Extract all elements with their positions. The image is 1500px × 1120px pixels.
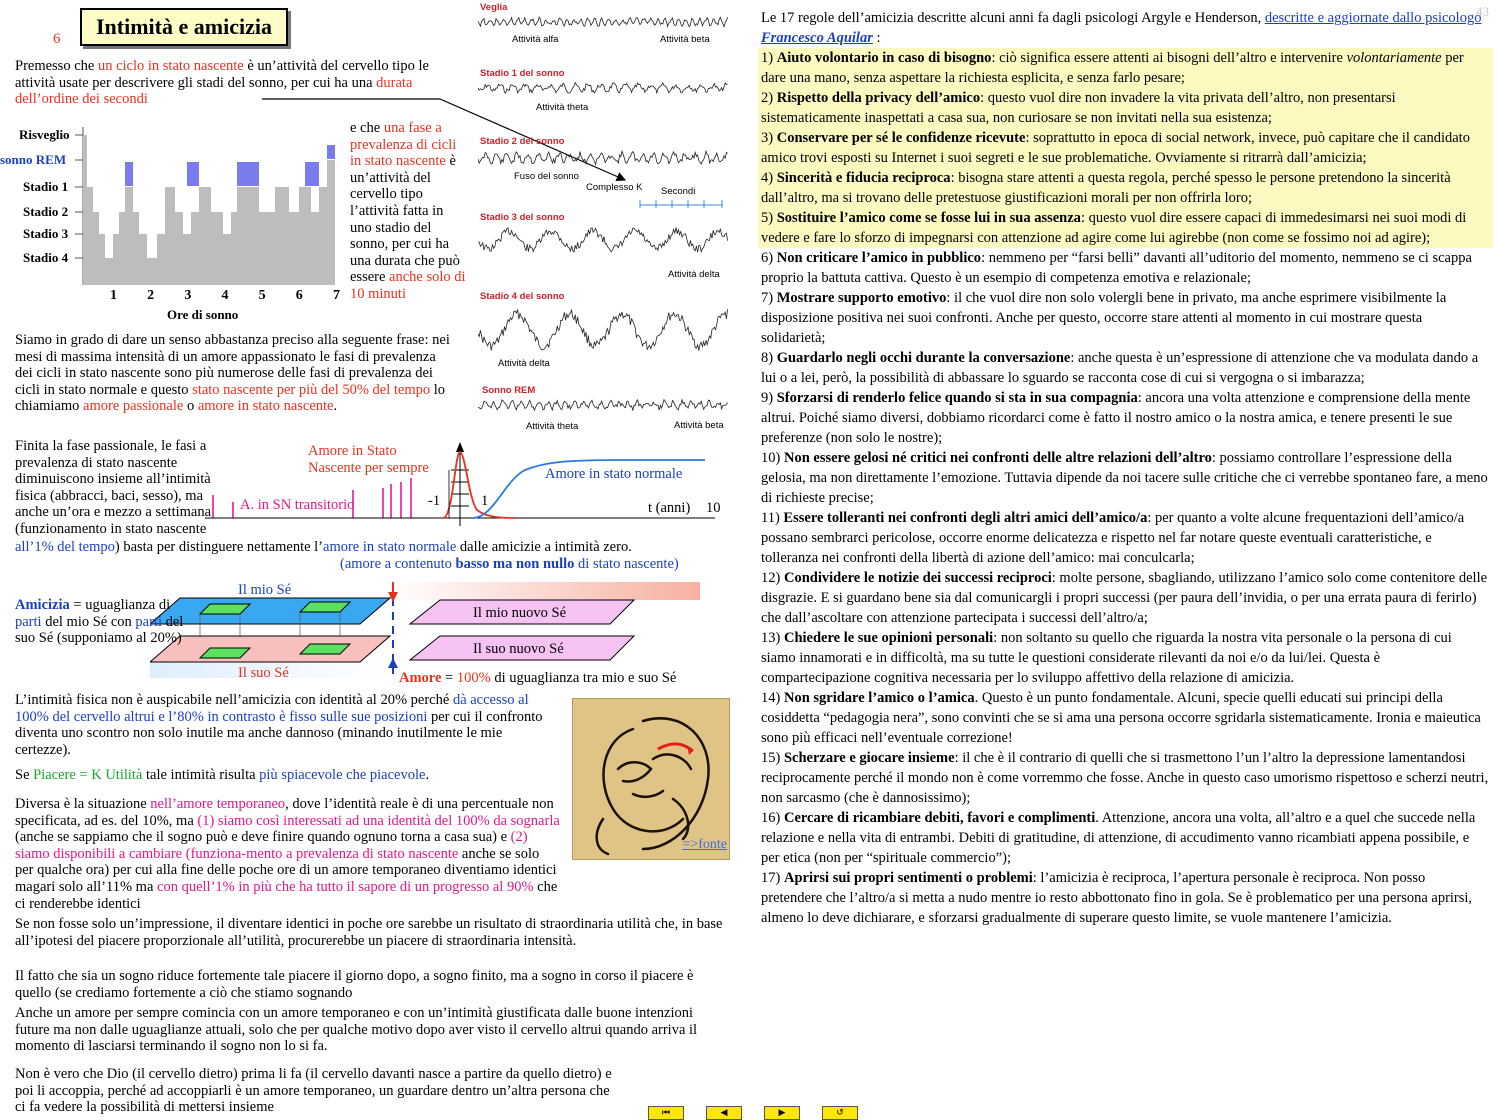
couple-drawing bbox=[573, 699, 729, 859]
my-self-label: Il mio Sé bbox=[238, 582, 292, 598]
eeg-label: Attività beta bbox=[674, 420, 724, 431]
passion-paragraph: Siamo in grado di dare un senso abbastanza preciso alla seguente frase: nei mesi di massima intensità di un amore appassionato le fasi di prevalenza dei cicli in stato nascente sono più numerose delle fasi di prevalenza dei cicli in stato normale e questo stato nascente per più del 50% del tempo lo chiamiamo amore passionale o amore in stato nascente. bbox=[15, 332, 450, 415]
stage-label: Stadio 3 bbox=[23, 226, 69, 241]
eeg-label: Fuso del sonno bbox=[514, 171, 579, 182]
graph-axis-label: t (anni) bbox=[648, 500, 691, 516]
graph-tick: 10 bbox=[706, 500, 721, 516]
hypnogram bbox=[0, 125, 345, 325]
his-new-self: Il suo nuovo Sé bbox=[473, 641, 564, 657]
hypnogram-xlabel: Ore di sonno bbox=[167, 307, 239, 322]
rule-item: 10) Non essere gelosi né critici nei confronti delle altre relazioni dell’altro: possiamo controllare l’espressione della gelosia, ma non direttamente l’emozione. Tuttavia dipende da noi tacere sulle critiche che ci verrebbe spontaneo fare, a meno di richieste precise; bbox=[761, 450, 1488, 506]
rule-item: 2) Rispetto della privacy dell’amico: questo vuol dire non invadere la vita privata dell’altro, non presentarsi sistematicamente inaspettati a casa sua, non curiosare se non invitati nella sua esistenza; bbox=[758, 88, 1493, 128]
temporary-love-paragraph: Diversa è la situazione nell’amore temporaneo, dove l’identità reale è di una percentuale non specificata, ad es. del 10%, ma (1) siamo così interessati ad una identità del 100% da sognarla (anche se sappiamo che il sogno può e deve finire quando ognuno torna a casa sua) e (2) siamo disponibili a cambiare (funziona-mento a prevalenza di stato nascente anche se solo per qualche ora) per cui alla fine delle poche ore di un amore temporaneo diventiamo identici magari solo all’11% ma con quell’1% in più che ha tutto il sapore di un progresso al 90% che ci renderebbe identici bbox=[15, 796, 560, 912]
rule-item: 11) Essere tolleranti nei confronti degli altri amici dell’amico/a: per quanto a volte alcune frequentazioni dell’amico/a possano sembrarci pericolose, occorre enorme delicatezza e rispetto nel far notare queste eventuali caratteristiche, e tolleranza nei confronti della libertà di azione dell’amico: mai conculcarla; bbox=[761, 510, 1465, 566]
eeg-stage2: Stadio 2 del sonno bbox=[480, 136, 565, 147]
eeg-label: Attività alfa bbox=[512, 34, 559, 45]
love-definition: Amore = 100% di uguaglianza tra mio e suo Sé bbox=[399, 670, 677, 686]
source-article-link[interactable]: descritte e aggiornate dallo psicologo bbox=[1264, 10, 1482, 26]
eeg-panel bbox=[478, 0, 740, 440]
rules-list bbox=[758, 48, 1493, 928]
god-paragraph: Non è vero che Dio (il cervello dietro) prima li fa (il cervello davanti nasce a partire da quello dietro) e poi li accoppia, perché ad accoppiarli è un amore temporaneo, un guardare dentro un’altra persona che ci fa vedere la possibilità di mettersi insieme bbox=[15, 1066, 612, 1116]
eeg-label: Complesso K bbox=[586, 182, 643, 193]
eeg-label: Attività beta bbox=[660, 34, 710, 45]
hour-ticks: 1 2 3 4 5 6 7 bbox=[110, 288, 340, 303]
author-link[interactable]: Francesco Aquilar bbox=[761, 30, 873, 46]
pleasure-paragraph: Se Piacere = K Utilità tale intimità risulta più spiacevole che piacevole. bbox=[15, 767, 430, 783]
stage-label: sonno REM bbox=[0, 152, 67, 167]
intimacy-paragraph: L’intimità fisica non è auspicabile nell’amicizia con identità al 20% perché dà accesso al 100% del cervello altrui e l’80% in contrasto è fisso sulle sue posizioni per cui il confronto diventa uno scontro non solo inutile ma anche dannoso (minando inutilmente le mie certezze). bbox=[15, 692, 543, 758]
graph-note: (amore a contenuto basso ma non nullo di stato nascente) bbox=[340, 556, 679, 572]
graph-label-forever: Amore in Stato Nascente per sempre bbox=[308, 443, 429, 476]
intro-paragraph: Premesso che un ciclo in stato nascente è un’attività del cervello tipo le attività usate per descrivere gli stadi del sonno, per cui ha una durata dell’ordine dei secondi bbox=[15, 58, 429, 108]
normal-love-paragraph: Finita la fase passionale, le fasi a prevalenza di stato nascente diminuiscono insieme all’intimità fisica (abbracci, baci, sesso), ma anche un’ora e mezzo a settimana (funzionamento in stato nascente bbox=[15, 438, 212, 537]
rule-item: 12) Condividere le notizie dei successi reciproci: molte persone, sbagliando, utilizzano l’amico solo come contenitore delle disgrazie. E si guardano bene sia dal comunicargli i propri successi (per paura dell’invidia, o per una errata paura di ferirlo) che dall’ascoltare con attenzione partecipata i successi dell’altro/a; bbox=[761, 570, 1488, 626]
return-icon[interactable]: ↺ bbox=[822, 1106, 858, 1120]
eeg-label: Attività delta bbox=[498, 358, 550, 369]
rule-item: 16) Cercare di ricambiare debiti, favori e complimenti. Attenzione, ancora una volta, all’altro e a quel che succede nella relazione e nella vita di entrambi. Debiti di gratitudine, di attenzione, di accudimento vanno ricambiati appena possibile, e per etica (non per “spirituale commercio”); bbox=[761, 810, 1476, 866]
forever-paragraph: Anche un amore per sempre comincia con un amore temporaneo e con un’intimità giustificata dalle buone intenzioni future ma non dalle uguaglianze attuali, solo che per qualche motivo dopo aver visto il cervello altrui quando arriva il momento di lasciarsi terminando il sogno non lo si fa. bbox=[15, 1005, 698, 1055]
identity-paragraph: Se non fosse solo un’impressione, il diventare identici in poche ore sarebbe un risultato di straordinaria utilità che, in base all’ipotesi del piacere proporzionale all’utilità, procurerebbe un piacere di straordinaria intensità. bbox=[15, 916, 723, 949]
rule-item: 7) Mostrare supporto emotivo: il che vuol dire non solo volergli bene in privato, ma anche esprimere visibilmente la disposizione positiva nei suoi confronti. Anche per questo, occorre stare attenti al momento in cui mostrare questa solidarietà; bbox=[761, 290, 1447, 346]
rules-intro: Le 17 regole dell’amicizia descritte alcuni anni fa dagli psicologi Argyle e Henderson, descritte e aggiornate dallo psicologo Francesco Aquilar : bbox=[761, 10, 1482, 46]
normal-love-paragraph-cont: all’1% del tempo) basta per distinguere nettamente l’amore in stato normale dalle amicizie a intimità zero. bbox=[15, 539, 632, 555]
stage-label: Stadio 2 bbox=[23, 204, 69, 219]
couple-illustration bbox=[572, 698, 730, 860]
source-link[interactable]: =>fonte bbox=[682, 837, 727, 852]
eeg-label: Attività theta bbox=[526, 421, 579, 432]
eeg-label: Attività theta bbox=[536, 102, 589, 113]
eeg-stage1: Stadio 1 del sonno bbox=[480, 68, 565, 79]
graph-label-transient: A. in SN transitorio bbox=[240, 497, 355, 513]
my-new-self: Il mio nuovo Sé bbox=[473, 605, 567, 621]
page-title: Intimità e amicizia bbox=[80, 8, 288, 46]
graph-label-normal: Amore in stato normale bbox=[545, 466, 683, 482]
rule-item: 17) Aprirsi sui propri sentimenti o problemi: l’amicizia è reciproca, l’apertura personale è reciproca. Non posso pretendere che l’altro/a si metta a nudo mentre io resto abbottonato fino in gola. Se è problematico per una persona aprirsi, almeno lo deve dichiarare, e sforzarsi gradualmente di superare questo limite, se vuole mantenere l’amicizia. bbox=[761, 870, 1473, 926]
eeg-label: Secondi bbox=[661, 186, 696, 197]
phase-paragraph: e che una fase a prevalenza di cicli in stato nascente è un’attività del cervello tipo l’attività fatta in uno stadio del sonno, per cui ha una durata che può essere anche solo di 10 minuti bbox=[350, 120, 466, 302]
rule-item: 15) Scherzare e giocare insieme: il che è il contrario di quelli che si trasmettono l’un l’altro la depressione lamentandosi reciprocamente perché il mondo non è come vorremmo che fosse. Anche in questo caso umorismo rispettoso e scherzi neutri, non sarcasmo (che è dannosissimo); bbox=[761, 750, 1489, 806]
rule-item: 6) Non criticare l’amico in pubblico: nemmeno per “farsi belli” davanti all’uditorio del momento, nemmeno se ci scappa proprio la battuta cattiva. Questo è un esempio di competenza emotiva e relazionale; bbox=[761, 250, 1472, 286]
rule-item: 13) Chiedere le sue opinioni personali: non soltanto su quello che riguarda la nostra vita personale o la persona di cui siamo innamorati e in difficoltà, ma su tutte le questioni considerate rilevanti da noi e/o da lui/lei. Questa è compartecipazione cognitiva necessaria per lo sviluppo affettivo della relazione di amicizia. bbox=[761, 630, 1452, 686]
rule-item: 9) Sforzarsi di renderlo felice quando si sta in sua compagnia: ancora una volta attenzione e comprensione della mente altrui. Poiché siamo diversi, dobbiamo ricordarci come è fatto il nostro amico o la nostra amica, e tenere presenti le sue preferenze (non solo le nostre); bbox=[761, 390, 1471, 446]
his-self-label: Il suo Sé bbox=[238, 665, 289, 681]
stage-label: Stadio 1 bbox=[23, 179, 69, 194]
prev-page-icon[interactable]: ◀ bbox=[706, 1106, 742, 1120]
stage-label: Stadio 4 bbox=[23, 250, 69, 265]
rule-item: 14) Non sgridare l’amico o l’amica. Questo è un punto fondamentale. Alcuni, specie quelli educati sui principi della cosiddetta “pedagogia nera”, sono convinti che se si ama una persona occorre sgridarla sistematicamente. Ironia e maieutica sono più efficaci nell’eventuale correzione! bbox=[761, 690, 1481, 746]
eeg-stage4: Stadio 4 del sonno bbox=[480, 291, 565, 302]
dream-paragraph: Il fatto che sia un sogno riduce fortemente tale piacere il giorno dopo, a sogno finito, ma a sogno in corso il piacere è quello (se crediamo fortemente a ciò che stiamo sognando bbox=[15, 968, 694, 1001]
nav-bar bbox=[648, 1106, 858, 1120]
eeg-veglia: Veglia bbox=[480, 2, 508, 13]
rule-item: 3) Conservare per sé le confidenze ricevute: soprattutto in epoca di social network, invece, può capitare che il candidato amico trovi esposti su Internet i suoi segreti e le sue problematiche. Ovviamente si ritrarrà dall’amicizia; bbox=[758, 128, 1493, 168]
page-number: 43 bbox=[1476, 4, 1489, 19]
rules-column bbox=[758, 8, 1493, 928]
rule-item: 1) Aiuto volontario in caso di bisogno: ciò significa essere attenti ai bisogni dell’altro e intervenire volontariamente per dare una mano, senza aspettare la richiesta esplicita, e senza farlo pesare; bbox=[758, 48, 1493, 88]
slide-number: 6 bbox=[53, 31, 61, 47]
graph-tick: -1 bbox=[428, 493, 441, 509]
self-diagram bbox=[150, 578, 710, 680]
rule-item: 5) Sostituire l’amico come se fosse lui in sua assenza: questo vuol dire essere capaci di immedesimarsi nei suoi modi di vedere e fare lo sforzo di impegnarsi con attenzione ad agire come lui agirebbe (non come se fossimo noi ad agire); bbox=[758, 208, 1493, 248]
graph-tick: 1 bbox=[481, 493, 489, 509]
eeg-label: Attività delta bbox=[668, 269, 720, 280]
eeg-rem: Sonno REM bbox=[482, 385, 536, 396]
stage-label: Risveglio bbox=[19, 127, 70, 142]
next-page-icon[interactable]: ▶ bbox=[764, 1106, 800, 1120]
rule-item: 4) Sincerità e fiducia reciproca: bisogna stare attenti a questa regola, perché spesso le persone pretendono la sincerità dall’altro, ma si trovano delle pretestuose giustificazioni morali per non offrirla loro; bbox=[758, 168, 1493, 208]
friendship-definition: Amicizia = uguaglianza di parti del mio Sé con parti del suo Sé (supponiamo al 20%) bbox=[15, 597, 184, 647]
rule-item: 8) Guardarlo negli occhi durante la conversazione: anche questa è un’espressione di attenzione che va modulata dando a lui o a lei, però, la possibilità di abbassare lo sguardo se racconta cose di cui si vergogna o si imbarazza; bbox=[761, 350, 1479, 386]
first-page-icon[interactable]: ⏮ bbox=[648, 1106, 684, 1120]
hypnogram-chart bbox=[75, 125, 345, 295]
eeg-stage3: Stadio 3 del sonno bbox=[480, 212, 565, 223]
